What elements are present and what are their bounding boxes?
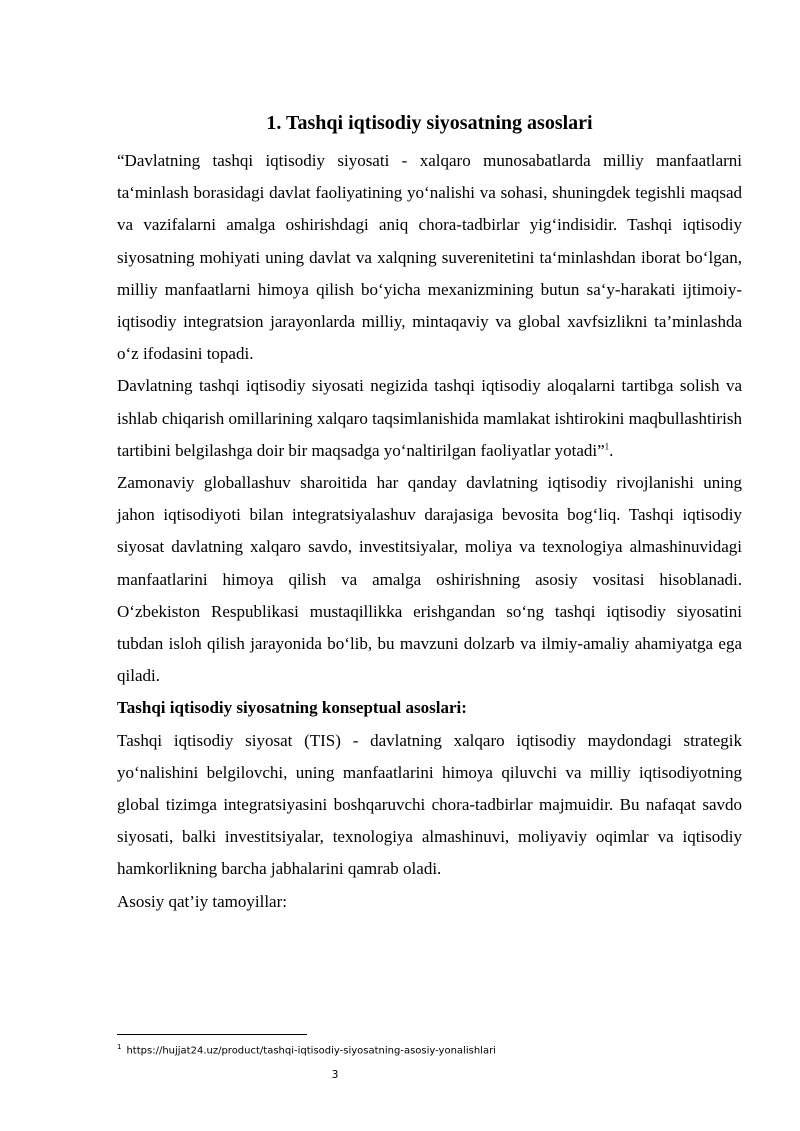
- footnote: [117, 1040, 757, 1058]
- section-title: 1. Tashqi iqtisodiy siyosatning asoslari: [266, 112, 593, 134]
- subheading-conceptual: Tashqi iqtisodiy siyosatning konseptual asoslari:: [117, 698, 467, 718]
- paragraph-basis-text: Davlatning tashqi iqtisodiy siyosati negizida tashqi iqtisodiy aloqalarni tartibga solish va ishlab chiqarish omillarining xalqaro taqsimlanishida mamlakat ishtirokini maqbullashtirish tartibini belgilashga doir bir maqsadga yo‘naltirilgan faoliyatlar yotadi”: [117, 376, 742, 460]
- paragraph-principles: Asosiy qat’iy tamoyillar:: [117, 891, 287, 911]
- paragraph-basis-tail: .: [609, 440, 614, 460]
- footnote-reference[interactable]: 1: [604, 441, 610, 452]
- footnote-separator: [117, 1034, 307, 1035]
- paragraph-definition: “Davlatning tashqi iqtisodiy siyosati - xalqaro munosabatlarda milliy manfaatlarni ta‘minlash borasidagi davlat faoliyatining yo‘nalishi va sohasi, shuningdek tegishli maqsad va vazifalarni amalga oshirishdagi aniq chora-tadbirlar yig‘indisidir. Tashqi iqtisodiy siyosatning mohiyati uning davlat va xalqning suverenitetini ta‘minlashdan iborat bo‘lgan, milliy manfaatlarni himoya qilish bo‘yicha mexanizmining butun sa‘y-harakati ijtimoiy-iqtisodiy integratsion jarayonlarda milliy, mintaqaviy va global xavfsizlikni ta’minlashda o‘z ifodasini topadi.: [117, 151, 742, 364]
- page-content: [117, 108, 742, 918]
- paragraph-tis-definition: Tashqi iqtisodiy siyosat (TIS) - davlatning xalqaro iqtisodiy maydondagi strategik yo‘nalishini belgilovchi, uning manfaatlarini himoya qiluvchi va milliy iqtisodiyotning global tizimga integratsiyasini boshqaruvchi chora-tadbirlar majmuidir. Bu nafaqat savdo siyosati, balki investitsiyalar, texnologiya almashinuvi, moliyaviy oqimlar va iqtisodiy hamkorlikning barcha jabhalarini qamrab oladi.: [117, 730, 742, 879]
- paragraph-basis: [117, 370, 742, 467]
- footnote-number: 1: [117, 1043, 122, 1051]
- footnote-link[interactable]: https://hujjat24.uz/product/tashqi-iqtisodiy-siyosatning-asosiy-yonalishlari: [126, 1045, 496, 1057]
- page-number: 3: [331, 1068, 339, 1081]
- paragraph-globalization: Zamonaviy globallashuv sharoitida har qanday davlatning iqtisodiy rivojlanishi uning jahon iqtisodiyoti bilan integratsiyalashuv darajasiga bevosita bog‘liq. Tashqi iqtisodiy siyosat davlatning xalqaro savdo, investitsiyalar, moliya va texnologiya almashinuvidagi manfaatlarini himoya qilish va amalga oshirishning asosiy vositasi hisoblanadi. O‘zbekiston Respublikasi mustaqillikka erishgandan so‘ng tashqi iqtisodiy siyosatini tubdan isloh qilish jarayonida bo‘lib, bu mavzuni dolzarb va ilmiy-amaliy ahamiyatga ega qiladi.: [117, 473, 742, 686]
